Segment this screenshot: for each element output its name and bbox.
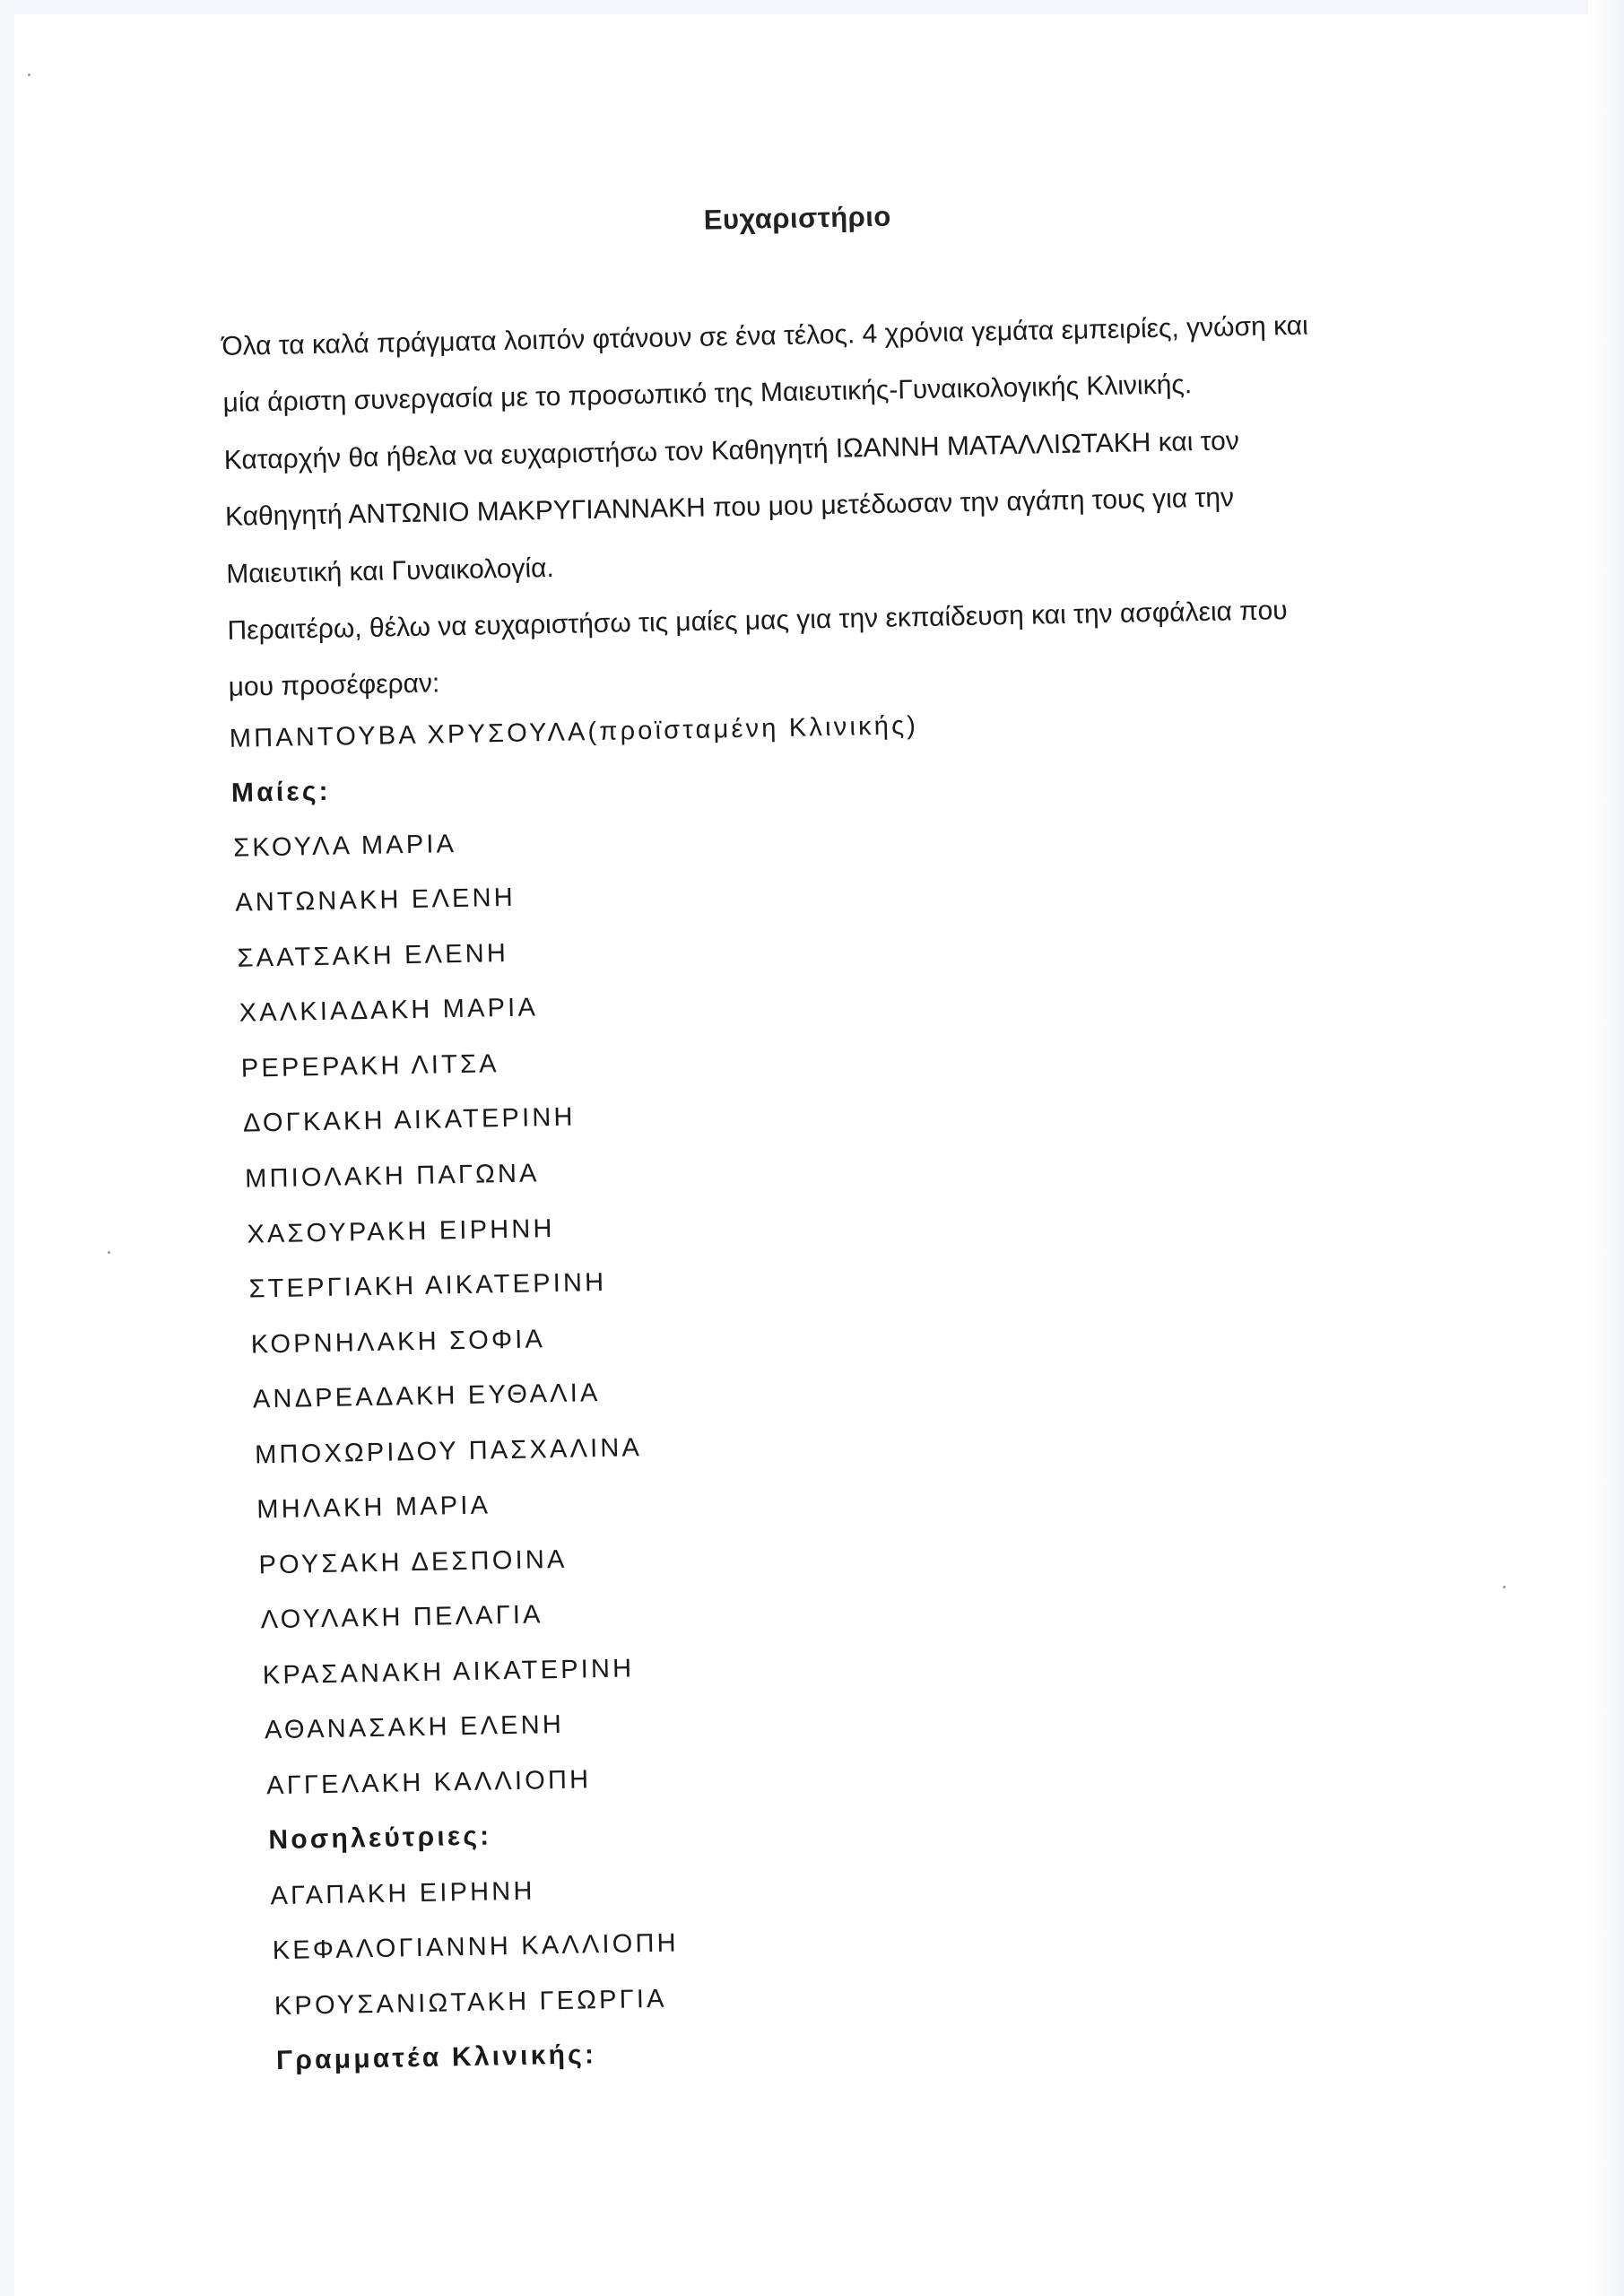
nurse-name: ΚΕΦΑΛΟΓΙΑΝΝΗ ΚΑΛΛΙΟΠΗ [272,1928,680,1966]
paragraph-line: Καταρχήν θα ήθελα να ευχαριστήσω τον Καθηγητή ΙΩΑΝΝΗ ΜΑΤΑΛΛΙΩΤΑΚΗ και τον [223,426,1240,475]
midwife-name: ΑΓΓΕΛΑΚΗ ΚΑΛΛΙΟΠΗ [265,1765,592,1801]
midwife-name: ΣΤΕΡΓΙΑΚΗ ΑΙΚΑΤΕΡΙΝΗ [248,1267,607,1304]
scan-speck [1503,1586,1506,1588]
midwife-name: ΔΟΓΚΑΚΗ ΑΙΚΑΤΕΡΙΝΗ [242,1102,576,1138]
midwife-name: ΑΘΑΝΑΣΑΚΗ ΕΛΕΝΗ [264,1709,565,1745]
midwife-name: ΧΑΛΚΙΑΔΑΚΗ ΜΑΡΙΑ [239,993,539,1028]
scan-speck [28,74,30,76]
midwife-name: ΛΟΥΛΑΚΗ ΠΕΛΑΓΙΑ [260,1600,543,1635]
nurse-name: ΚΡΟΥΣΑΝΙΩΤΑΚΗ ΓΕΩΡΓΙΑ [274,1984,667,2022]
midwife-name: ΚΟΡΝΗΛΑΚΗ ΣΟΦΙΑ [250,1325,546,1360]
paragraph-line: Περαιτέρω, θέλω να ευχαριστήσω τις μαίες μας για την εκπαίδευση και την ασφάλεια που [227,596,1288,646]
midwives-heading: Μαίες: [230,776,332,808]
midwife-name: ΧΑΣΟΥΡΑΚΗ ΕΙΡΗΝΗ [247,1213,555,1249]
midwife-name: ΜΠΙΟΛΑΚΗ ΠΑΓΩΝΑ [244,1159,540,1194]
page-title: Ευχαριστήριο [703,200,892,236]
scan-speck [108,1251,110,1254]
midwife-name: ΣΑΑΤΣΑΚΗ ΕΛΕΝΗ [237,938,509,973]
nurse-name: ΑΓΑΠΑΚΗ ΕΙΡΗΝΗ [270,1876,535,1911]
letter-body [215,0,1443,2296]
paragraph-line: Μαιευτική και Γυναικολογία. [225,552,555,589]
midwife-name: ΣΚΟΥΛΑ ΜΑΡΙΑ [232,830,457,863]
midwife-name: ΜΗΛΑΚΗ ΜΑΡΙΑ [256,1491,491,1525]
secretary-heading: Γραμματέα Κλινικής: [275,2039,597,2076]
paragraph-line: μία άριστη συνεργασία με το προσωπικό της Μαιευτικής-Γυναικολογικής Κλινικής. [222,370,1193,418]
paragraph-line: Όλα τα καλά πράγματα λοιπόν φτάνουν σε ένα τέλος. 4 χρόνια γεμάτα εμπειρίες, γνώση και [221,310,1309,361]
midwife-name: ΡΕΡΕΡΑΚΗ ΛΙΤΣΑ [240,1049,499,1083]
nurses-heading: Νοσηλεύτριες: [268,1821,492,1856]
paragraph-line: μου προσέφεραν: [228,668,440,702]
paragraph-line: Καθηγητή ΑΝΤΩΝΙΟ ΜΑΚΡΥΓΙΑΝΝΑΚΗ που μου μετέδωσαν την αγάπη τους για την [224,483,1235,532]
scan-border-right [1588,0,1624,2296]
scan-border-left [0,0,14,2296]
midwife-name: ΡΟΥΣΑΚΗ ΔΕΣΠΟΙΝΑ [258,1544,568,1580]
midwife-name: ΑΝΔΡΕΑΔΑΚΗ ΕΥΘΑΛΙΑ [252,1378,601,1414]
midwife-name: ΚΡΑΣΑΝΑΚΗ ΑΙΚΑΤΕΡΙΝΗ [262,1654,635,1691]
head-midwife: ΜΠΑΝΤΟΥΒΑ ΧΡΥΣΟΥΛΑ(προϊσταμένη Κλινικής) [229,711,919,753]
midwife-name: ΑΝΤΩΝΑΚΗ ΕΛΕΝΗ [235,883,517,918]
midwife-name: ΜΠΟΧΩΡΙΔΟΥ ΠΑΣΧΑΛΙΝΑ [254,1433,643,1470]
